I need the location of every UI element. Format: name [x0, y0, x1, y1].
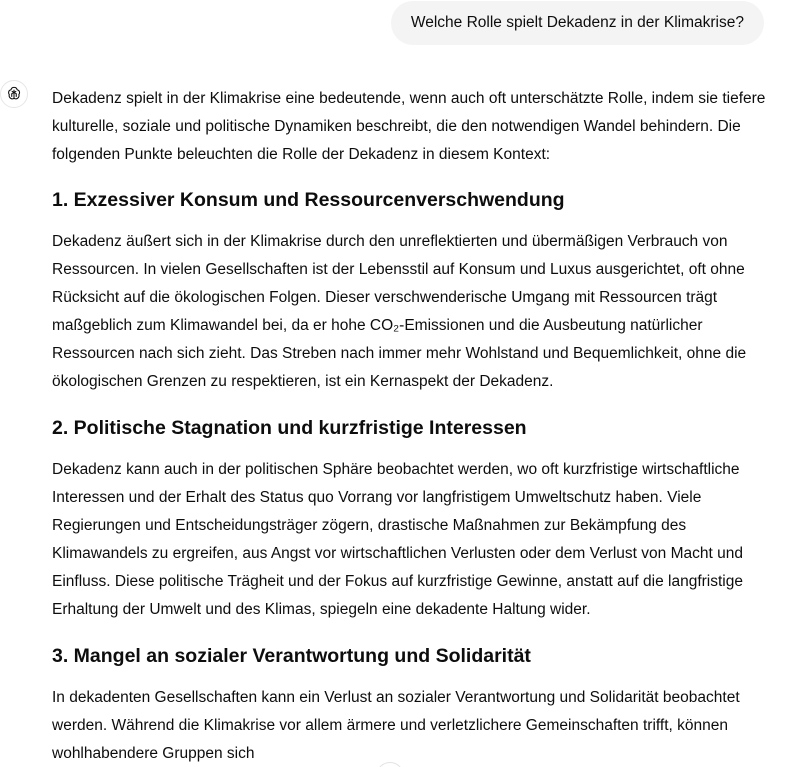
section-body-3: In dekadenten Gesellschaften kann ein Verlust an sozialer Verantwortung und Solidarität beobachtet werden. Während die Klimakrise vor allem ärmere und verletzlichere Gemeinschaften trifft, können wohlhabendere Gruppen sich [52, 689, 740, 762]
section-heading-2: 2. Politische Stagnation und kurzfristige Interessen [52, 417, 527, 439]
answer-intro: Dekadenz spielt in der Klimakrise eine bedeutende, wenn auch oft unterschätzte Rolle, indem sie tiefere kulturelle, soziale und politische Dynamiken beschreibt, die den notwendigen Wandel behindern. Die folgenden Punkte beleuchten die Rolle der Dekadenz in diesem Kontext: [52, 90, 766, 163]
section-heading-3: 3. Mangel an sozialer Verantwortung und Solidarität [52, 645, 531, 667]
section-body-1: Dekadenz äußert sich in der Klimakrise durch den unreflektierten und übermäßigen Verbrauch von Ressourcen. In vielen Gesellschaften ist der Lebensstil auf Konsum und Luxus ausgerichtet, oft ohne Rücksicht auf die ökologischen Folgen. Dieser verschwenderische Umgang mit Ressourcen trägt maßgeblich zum Klimawandel bei, da er hohe CO₂-Emissionen und die Ausbeutung natürlicher Ressourcen nach sich zieht. Das Streben nach immer mehr Wohlstand und Bequemlichkeit, ohne die ökologischen Grenzen zu respektieren, ist ein Kernaspekt der Dekadenz. [52, 233, 747, 390]
section-body-2: Dekadenz kann auch in der politischen Sphäre beobachtet werden, wo oft kurzfristige wirtschaftliche Interessen und der Erhalt des Status quo Vorrang vor langfristigem Umweltschutz haben. Viele Regierungen und Entscheidungsträger zögern, drastische Maßnahmen zur Bekämpfung des Klimawandels zu ergreifen, aus Angst vor wirtschaftlichen Verlusten oder dem Verlust von Macht und Einfluss. Diese politische Trägheit und der Fokus auf kurzfristige Gewinne, anstatt auf die langfristige Erhaltung der Umwelt und des Klimas, spiegeln eine dekadente Haltung wider. [52, 461, 743, 618]
assistant-answer [52, 85, 770, 767]
openai-logo-icon [0, 80, 28, 108]
user-message-bubble: Welche Rolle spielt Dekadenz in der Klimakrise? [391, 1, 764, 45]
section-heading-1: 1. Exzessiver Konsum und Ressourcenverschwendung [52, 189, 565, 211]
